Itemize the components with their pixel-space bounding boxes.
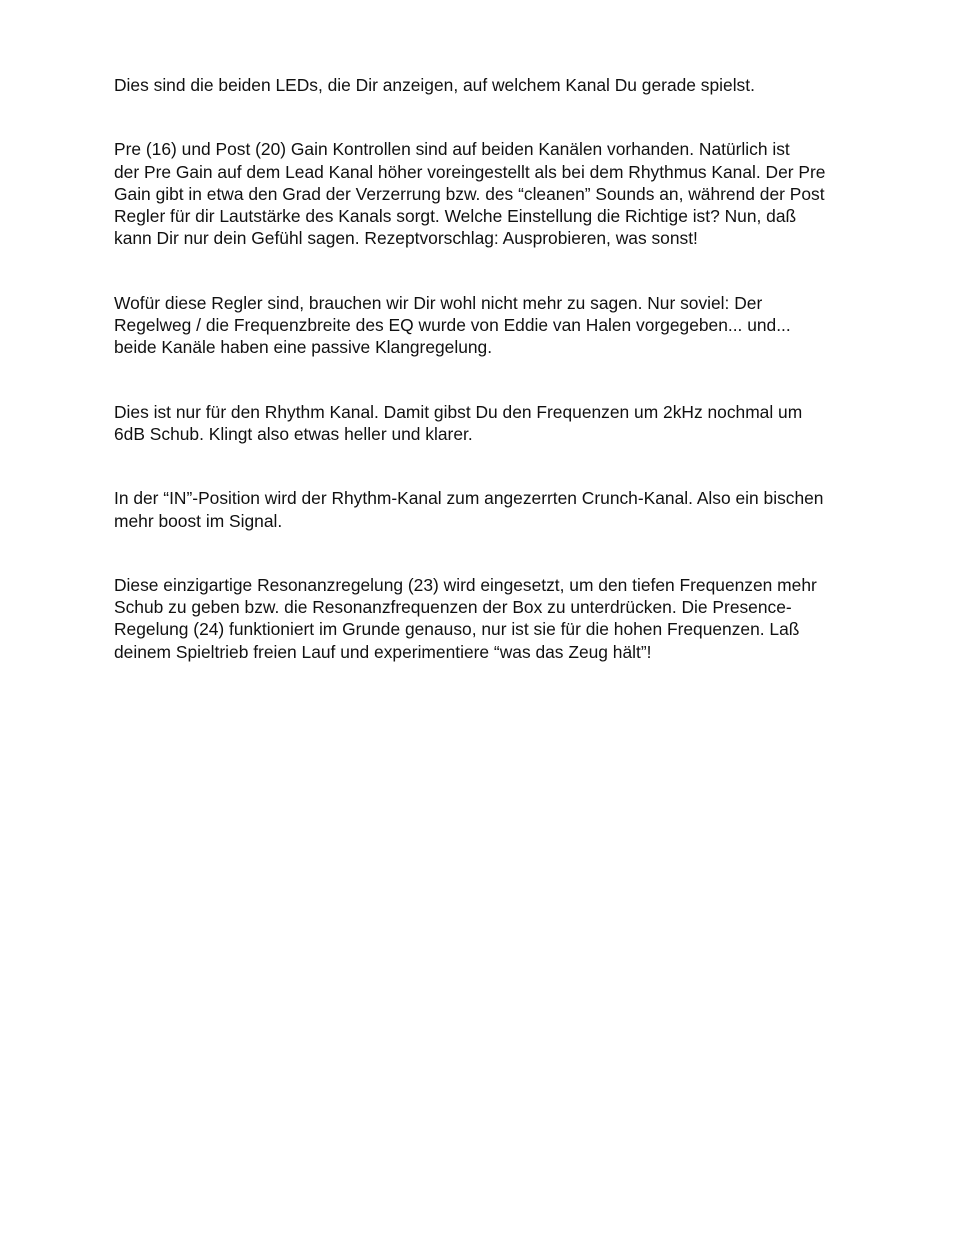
text-line: mehr boost im Signal. bbox=[114, 510, 283, 531]
text-line: Regelung (24) funktioniert im Grunde genauso, nur ist sie für die hohen Frequenzen. Laß bbox=[114, 619, 800, 640]
text-line: Dies sind die beiden LEDs, die Dir anzeigen, auf welchem Kanal Du gerade spielst. bbox=[114, 75, 755, 95]
text-line: Gain gibt in etwa den Grad der Verzerrung bzw. des “cleanen” Sounds an, während der Post bbox=[114, 183, 825, 204]
text-line: Wofür diese Regler sind, brauchen wir Dir wohl nicht mehr zu sagen. Nur soviel: Der bbox=[114, 292, 763, 313]
text-line: Dies ist nur für den Rhythm Kanal. Damit gibst Du den Frequenzen um 2kHz nochmal um bbox=[114, 401, 803, 422]
document-page bbox=[114, 74, 894, 663]
text-line: der Pre Gain auf dem Lead Kanal höher voreingestellt als bei dem Rhythmus Kanal. Der Pre bbox=[114, 161, 826, 182]
text-line: deinem Spieltrieb freien Lauf und experimentiere “was das Zeug hält”! bbox=[114, 641, 652, 662]
text-line: In der “IN”-Position wird der Rhythm-Kanal zum angezerrten Crunch-Kanal. Also ein bischen bbox=[114, 488, 824, 509]
text-line: Regelweg / die Frequenzbreite des EQ wurde von Eddie van Halen vorgegeben... und... bbox=[114, 315, 791, 336]
paragraph-rhythm-bright bbox=[114, 401, 894, 446]
text-line: Regler für dir Lautstärke des Kanals sorgt. Welche Einstellung die Richtige ist? Nun, daß bbox=[114, 206, 797, 227]
paragraph-resonance-presence bbox=[114, 574, 894, 663]
text-line: Schub zu geben bzw. die Resonanzfrequenzen der Box zu unterdrücken. Die Presence- bbox=[114, 597, 792, 618]
text-line: beide Kanäle haben eine passive Klangregelung. bbox=[114, 337, 493, 358]
text-line: kann Dir nur dein Gefühl sagen. Rezeptvorschlag: Ausprobieren, was sonst! bbox=[114, 228, 698, 249]
paragraph-eq-controls bbox=[114, 292, 894, 359]
paragraph-channel-leds bbox=[114, 74, 894, 96]
text-line: Pre (16) und Post (20) Gain Kontrollen sind auf beiden Kanälen vorhanden. Natürlich ist bbox=[114, 139, 790, 160]
paragraph-crunch-switch bbox=[114, 487, 894, 532]
text-line: Diese einzigartige Resonanzregelung (23) wird eingesetzt, um den tiefen Frequenzen mehr bbox=[114, 574, 817, 595]
paragraph-gain-controls bbox=[114, 138, 894, 249]
text-line: 6dB Schub. Klingt also etwas heller und klarer. bbox=[114, 423, 473, 444]
